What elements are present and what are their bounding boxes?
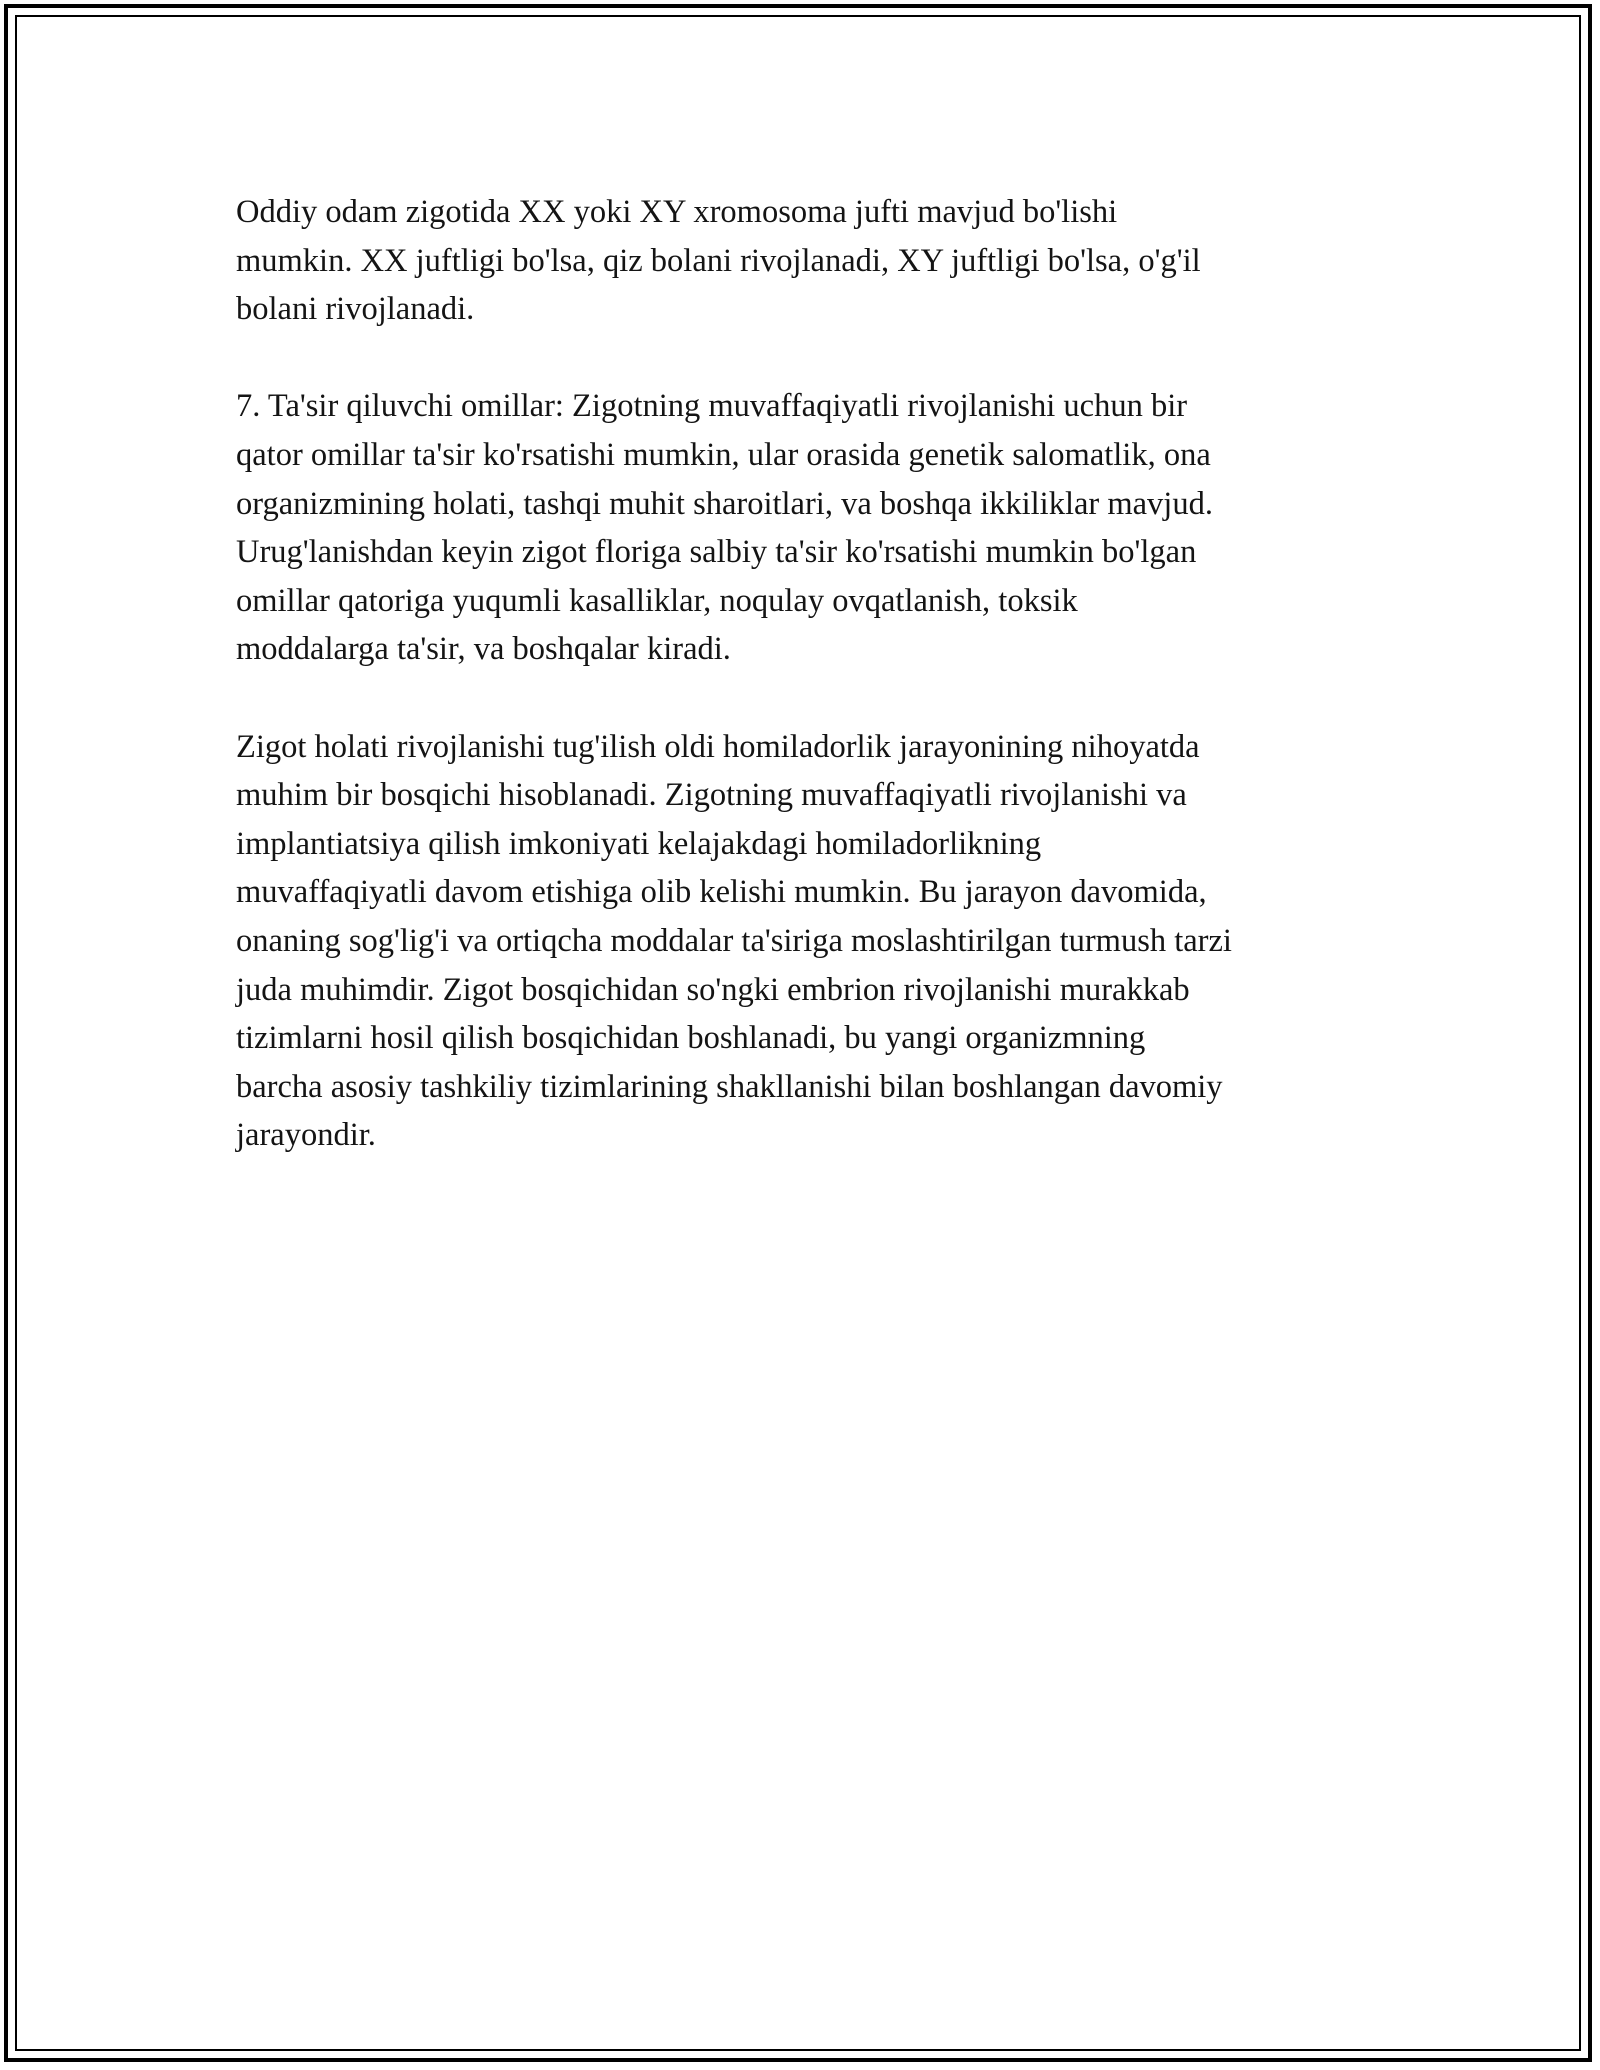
paragraph-chromosomes: Oddiy odam zigotida XX yoki XY xromosoma jufti mavjud bo'lishi mumkin. XX juftligi bo'lsa, qiz bolani rivojlanadi, XY juftligi bo'lsa, o'g'il bolani rivojlanadi. [236, 194, 1201, 328]
paragraph-zygote-development: Zigot holati rivojlanishi tug'ilish oldi homiladorlik jarayonining nihoyatda muhim bir bosqichi hisoblanadi. Zigotning muvaffaqiyatli rivojlanishi va implantiatsiya qilish imkoniyati kelajakdagi homiladorlikning muvaffaqiyatli davom etishiga olib kelishi mumkin. Bu jarayon davomida, onaning sog'lig'i va ortiqcha moddalar ta'siriga moslashtirilgan turmush tarzi juda muhimdir. Zigot bosqichidan so'ngki embrion rivojlanishi murakkab tizimlarni hosil qilish bosqichidan boshlanadi, bu yangi organizmning barcha asosiy tashkiliy tizimlarining shakllanishi bilan boshlangan davomiy jarayondir. [236, 728, 1232, 1154]
paragraph-influencing-factors: 7. Ta'sir qiluvchi omillar: Zigotning muvaffaqiyatli rivojlanishi uchun bir qator omillar ta'sir ko'rsatishi mumkin, ular orasida genetik salomatlik, ona organizmining holati, tashqi muhit sharoitlari, va boshqa ikkiliklar mavjud. Urug'lanishdan keyin zigot floriga salbiy ta'sir ko'rsatishi mumkin bo'lgan omillar qatoriga yuqumli kasalliklar, noqulay ovqatlanish, toksik moddalarga ta'sir, va boshqalar kiradi. [236, 388, 1213, 668]
document-body [236, 188, 1366, 1208]
